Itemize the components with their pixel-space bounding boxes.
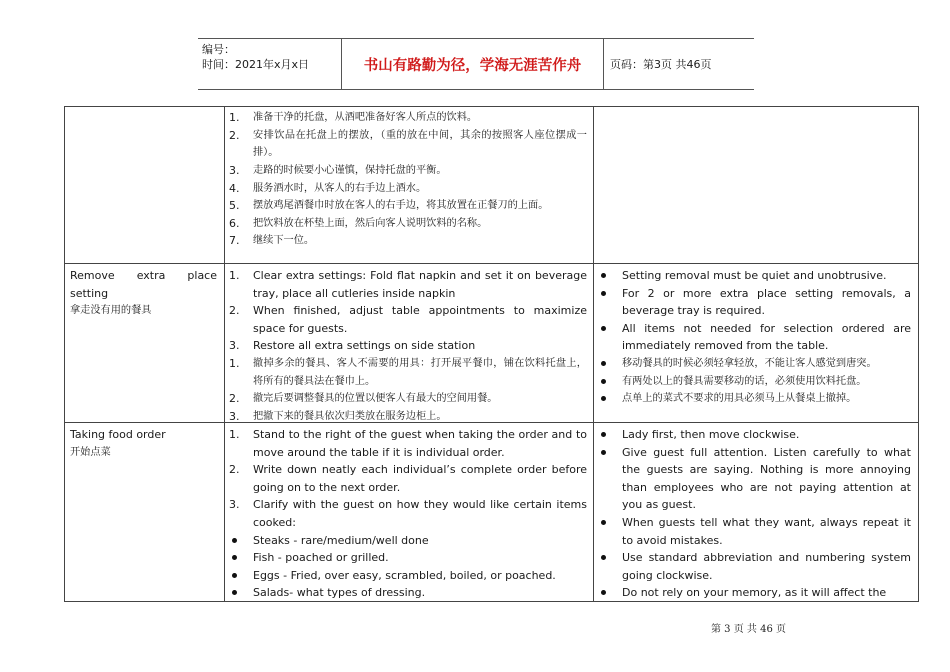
bullet-icon	[598, 373, 618, 391]
bullet-icon	[229, 532, 249, 550]
standard-note-text: All items not needed for selection ordered are immediately removed from the table.	[622, 321, 911, 353]
procedure-table	[64, 106, 919, 602]
bullet-icon	[229, 567, 249, 585]
procedure-step	[229, 180, 587, 198]
row-label-zh: 拿走没有用的餐具	[70, 305, 152, 317]
step-number: 5.	[229, 199, 240, 213]
row-label-en: Remove extra place	[70, 269, 217, 282]
procedure-step	[229, 426, 587, 461]
step-number: 1.	[229, 111, 240, 124]
standard-note	[598, 444, 911, 514]
row-label	[70, 267, 217, 320]
bullet-icon	[598, 426, 618, 444]
bullet-icon	[598, 514, 618, 532]
bullet-icon	[598, 584, 618, 602]
standard-note-text: Give guest full attention. Listen carefully to what the guests are saying. Nothing is more annoying than employees who are not paying attention at you as guest.	[622, 445, 911, 512]
procedure-step-text: When finished, adjust table appointments to maximize space for guests.	[253, 304, 587, 335]
bullet-icon	[229, 584, 249, 602]
procedure-step	[229, 584, 587, 602]
procedure-step-text: 走路的时候要小心谨慎，保持托盘的平衡。	[253, 165, 447, 176]
standard-note	[598, 426, 911, 444]
procedure-step	[229, 496, 587, 531]
step-number: 2.	[229, 128, 240, 142]
standard-note-text: Setting removal must be quiet and unobtrusive.	[622, 269, 887, 282]
procedure-step	[229, 197, 587, 215]
procedure-step	[229, 162, 587, 180]
step-number: 2.	[229, 392, 240, 406]
column-divider	[224, 107, 225, 601]
procedure-step-text: 安排饮品在托盘上的摆放，（重的放在中间，其余的按照客人座位摆成一排）。	[253, 129, 587, 159]
page-header	[198, 38, 754, 90]
procedure-step	[229, 532, 587, 550]
step-number: 1.	[229, 428, 240, 441]
step-number: 3.	[229, 409, 240, 423]
bullet-icon	[598, 320, 618, 338]
procedure-step-text: Steaks - rare/medium/well done	[253, 533, 429, 547]
procedure-step	[229, 127, 587, 162]
procedure-step-text: Restore all extra settings on side station	[253, 339, 476, 353]
step-number: 2.	[229, 463, 240, 477]
procedure-step-text: 把撤下来的餐具依次归类放在服务边柜上。	[253, 410, 447, 422]
header-meta	[202, 42, 309, 72]
row-label	[70, 426, 217, 461]
standard-note-text: Use standard abbreviation and numbering system going clockwise.	[622, 551, 911, 582]
step-number: 3.	[229, 164, 240, 177]
standard-note	[598, 373, 911, 391]
procedure-step-text: 撤完后要调整餐具的位置以便客人有最大的空间用餐。	[253, 393, 498, 405]
standard-note	[598, 320, 911, 355]
bullet-icon	[598, 390, 618, 408]
bullet-icon	[598, 285, 618, 303]
procedure-step-text: Clarify with the guest on how they would like certain items cooked:	[253, 498, 587, 529]
procedure-step	[229, 267, 587, 302]
procedure-step-text: 服务酒水时，从客人的右手边上酒水。	[253, 182, 427, 194]
procedure-step	[229, 567, 587, 585]
bullet-icon	[598, 444, 618, 462]
procedure-step	[229, 337, 587, 355]
standard-note-text: When guests tell what they want, always repeat it to avoid mistakes.	[622, 516, 911, 547]
standard-note	[598, 584, 911, 602]
row-label-en: setting	[70, 286, 109, 300]
procedure-step-text: 准备干净的托盘，从酒吧准备好客人所点的饮料。	[253, 112, 478, 123]
procedure-step	[229, 302, 587, 337]
procedure-step	[229, 408, 587, 426]
procedure-step	[229, 109, 587, 127]
row-label-zh: 开始点菜	[70, 446, 111, 458]
procedure-step-text: Stand to the right of the guest when taking the order and to move around the table if it is individual order.	[253, 428, 587, 459]
bullet-icon	[598, 549, 618, 567]
procedure-step	[229, 215, 587, 233]
time-label: 时间：2021年x月x日	[202, 58, 310, 71]
standard-note	[598, 549, 911, 584]
standard-note	[598, 390, 911, 408]
procedure-step-text: Clear extra settings: Fold flat napkin and set it on beverage tray, place all cutleries inside napkin	[253, 269, 587, 300]
procedure-step-text: Salads- what types of dressing.	[253, 586, 426, 600]
bullet-icon	[598, 355, 618, 373]
procedure-step-text: 继续下一位。	[253, 235, 315, 247]
bullet-icon	[598, 267, 618, 285]
step-number: 2.	[229, 304, 240, 318]
procedure-step-text: 把饮料放在杯垫上面，然后向客人说明饮料的名称。	[253, 217, 488, 229]
procedure-step	[229, 461, 587, 496]
procedure-step-text: 撤掉多余的餐具、客人不需要的用具：打开展平餐巾，铺在饮料托盘上，将所有的餐具法在餐巾上。	[253, 358, 587, 387]
step-number: 3.	[229, 498, 240, 512]
procedure-step	[229, 549, 587, 567]
procedure-step-text: Write down neatly each individual’s complete order before going on to the next order.	[253, 463, 587, 494]
standard-note	[598, 514, 911, 549]
procedure-step-text: Fish - poached or grilled.	[253, 551, 389, 565]
standard-note-text: For 2 or more extra place setting removals, a beverage tray is required.	[622, 286, 911, 318]
standard-note-text: 移动餐具的时候必须轻拿轻放，不能让客人感觉到唐突。	[622, 358, 877, 369]
standard-note-text: Lady first, then move clockwise.	[622, 428, 800, 441]
step-number: 3.	[229, 339, 240, 353]
procedure-step-text: Eggs - Fried, over easy, scrambled, boiled, or poached.	[253, 568, 556, 582]
standard-note-text: Do not rely on your memory, as it will affect the	[622, 586, 887, 600]
procedure-step	[229, 390, 587, 408]
standard-note-text: 点单上的菜式不要求的用具必须马上从餐桌上撤掉。	[622, 393, 857, 405]
row-label-en: Taking food order	[70, 428, 166, 441]
standard-note	[598, 267, 911, 285]
standard-note	[598, 355, 911, 373]
number-label: 编号：	[202, 43, 235, 56]
step-number: 7.	[229, 234, 240, 248]
procedure-step-text: 摆放鸡尾酒餐巾时放在客人的右手边，将其放置在正餐刀的上面。	[253, 200, 549, 212]
page-footer: 第 3 页 共 46 页	[711, 624, 786, 635]
step-number: 4.	[229, 181, 240, 195]
column-divider	[593, 107, 594, 601]
step-number: 1.	[229, 269, 240, 282]
procedure-step	[229, 355, 587, 390]
standard-note-text: 有两处以上的餐具需要移动的话，必须使用饮料托盘。	[622, 375, 867, 387]
bullet-icon	[229, 549, 249, 567]
procedure-step	[229, 232, 587, 250]
step-number: 6.	[229, 216, 240, 230]
step-number: 1.	[229, 357, 240, 370]
row-divider	[65, 263, 918, 264]
header-page-info: 页码：第3页 共46页	[610, 58, 712, 71]
header-motto: 书山有路勤为径，学海无涯苦作舟	[341, 39, 604, 89]
standard-note	[598, 285, 911, 320]
